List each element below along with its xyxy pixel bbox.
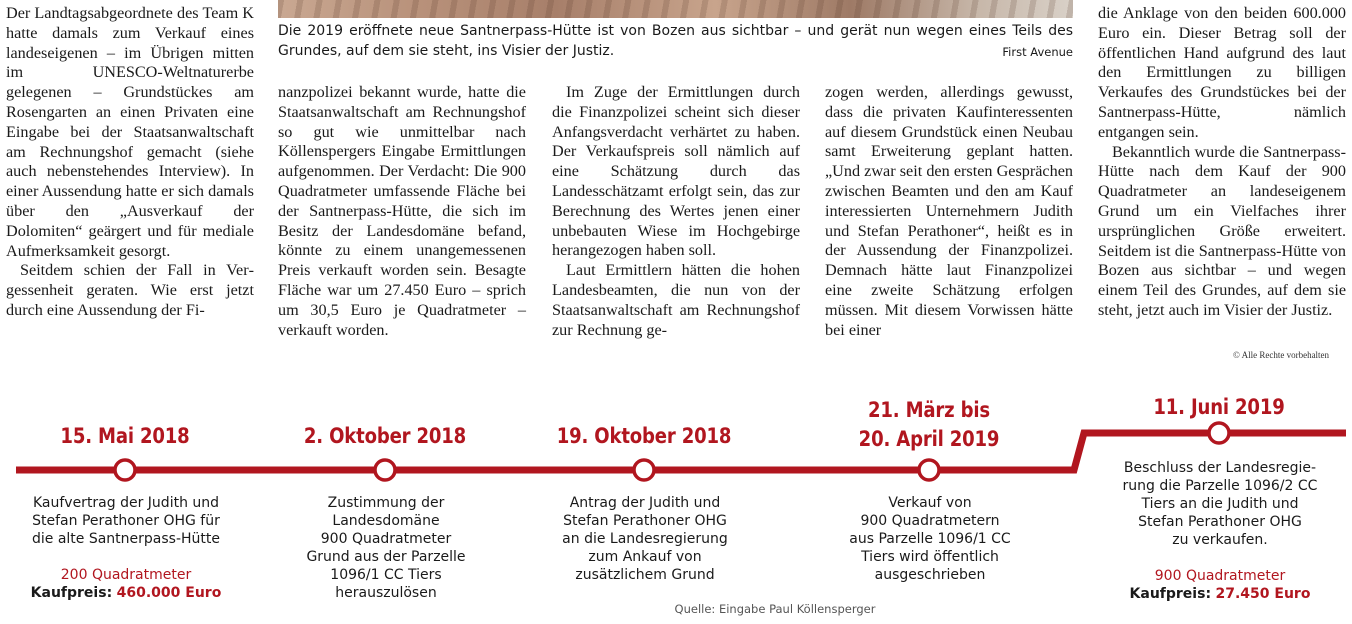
timeline-date: 21. März bis [868, 398, 990, 422]
desc-line: Kaufvertrag der Judith und [32, 495, 220, 511]
timeline-source: Quelle: Eingabe Paul Köllensperger [674, 602, 876, 616]
timeline-description [534, 494, 756, 584]
price-label: Kaufpreis: [30, 585, 113, 601]
paragraph: zogen werden, allerdings gewusst, dass die privaten Kaufinteressenten auf diesem Grundstück einen Neubau samt Erweiterung geplant hatten. „Und zwar seit den ersten Gesprächen zwischen Beamten und den am Kauf interessierten Unternehmern Judith und Stefan Perathoner“, heißt es in der Aussendung der Finanzpolizei. Demnach hätte laut Finanzpolizei eine zweite Schätzung erfolgen müssen. Mit diesem Vorwissen hätte bei einer [825, 83, 1073, 339]
photo-caption: Die 2019 eröffnete neue Santnerpass-Hütte ist von Bozen aus sichtbar – und gerät nun wegen eines Teils des Grundes, auf dem sie steht, ins Visier der Justiz. [278, 23, 1073, 59]
desc-line: Grund aus der Parzelle [306, 549, 466, 565]
desc-line: ausgeschrieben [874, 567, 986, 583]
timeline-date: 20. April 2019 [858, 427, 1000, 451]
desc-line: Stefan Perathoner OHG für [32, 513, 220, 529]
desc-line: Tiers an die Judith und [1141, 496, 1299, 512]
timeline-marker [1209, 423, 1229, 443]
paragraph: Seitdem schien der Fall in Vergessenheit geraten. Wie erst jetzt durch eine Aussendung der Fi- [6, 261, 254, 319]
timeline-marker [919, 460, 939, 480]
desc-line: Stefan Perathoner OHG [1138, 514, 1302, 530]
desc-line: Tiers wird öffentlich [861, 549, 999, 565]
timeline-description [1100, 459, 1340, 603]
desc-line: zusätzlichem Grund [575, 567, 715, 583]
paragraph: Im Zuge der Ermittlungen durch die Finanzpolizei scheint sich dieser Anfangsverdacht verhärtet zu haben. Der Verkaufspreis soll nämlich auf eine Schätzung durch das Landesschätzamt erfolgt sein, das zur Berechnung des Wertes jenen einer unbebauten Wiese im Hochgebirge herangezogen haben soll. [552, 83, 800, 260]
timeline-marker [375, 460, 395, 480]
area-value: 900 Quadratmeter [1154, 568, 1286, 584]
price-value: 27.450 Euro [1215, 586, 1311, 602]
desc-line: Zustimmung der [327, 495, 445, 511]
desc-line: 900 Quadratmetern [860, 513, 1000, 529]
desc-line: an die Landesregierung [562, 531, 728, 547]
price-label: Kaufpreis: [1129, 586, 1212, 602]
desc-line: Stefan Perathoner OHG [563, 513, 727, 529]
timeline-marker [115, 460, 135, 480]
paragraph: Bekanntlich wurde die Santnerpass-Hütte nach dem Kauf der 900 Quadratmeter an landeseigenem Grund um ein Vielfaches ihrer ursprünglichen Größe erweitert. Seitdem ist die Santnerpass-Hütte von Bozen aus sichtbar – und wegen einem Teil des Grundes, auf dem sie steht, jetzt auch im Visier der Justiz. [1098, 142, 1346, 319]
timeline-description [15, 494, 237, 602]
timeline-description [819, 494, 1041, 584]
timeline-marker [634, 460, 654, 480]
area-value: 200 Quadratmeter [60, 567, 192, 583]
desc-line: Verkauf von [888, 495, 972, 511]
paragraph: Der Landtagsabgeordnete des Team K hatte damals zum Verkauf eines landeseigenen – im Übrigen mitten im UNESCO-Weltnaturerbe gelegenen – Grundstückes am Rosengarten an einen Privaten eine Eingabe bei der Staatsanwaltschaft am Rechnungshof gemacht (siehe auch nebenstehendes Interview). In einer Aussendung hatte er sich damals über den „Ausverkauf der Dolomiten“ geärgert und für mediale Aufmerksamkeit gesorgt. [6, 4, 254, 260]
photo-credit: First Avenue [1002, 45, 1073, 59]
paragraph: Laut Ermittlern hätten die hohen Landesbeamten, die nun von der Staatsanwaltschaft am Rechnungshof zur Rechnung ge- [552, 261, 800, 339]
desc-line: 1096/1 CC Tiers [330, 567, 442, 583]
timeline-date: 15. Mai 2018 [60, 424, 190, 448]
desc-line: zu verkaufen. [1172, 532, 1268, 548]
rights-notice: © Alle Rechte vorbehalten [1233, 350, 1330, 360]
desc-line: herauszulösen [335, 585, 437, 601]
desc-line: aus Parzelle 1096/1 CC [849, 531, 1011, 547]
desc-line: Landesdomäne [332, 513, 440, 529]
paragraph: die Anklage von den beiden 600.000 Euro ein. Dieser Betrag soll der öffentlichen Hand aufgrund des laut den Ermittlungen zu billigen Verkaufes des Grundstückes bei der Santnerpass-Hütte, nämlich entgangen sein. [1098, 4, 1346, 141]
desc-line: 900 Quadratmeter [320, 531, 452, 547]
desc-line: Beschluss der Landesregie- [1123, 460, 1317, 476]
desc-line: die alte Santnerpass-Hütte [31, 531, 221, 547]
desc-line: Antrag der Judith und [569, 495, 721, 511]
timeline-date: 11. Juni 2019 [1153, 395, 1285, 419]
timeline-date: 19. Oktober 2018 [556, 424, 732, 448]
price-value: 460.000 Euro [116, 585, 222, 601]
desc-line: rung die Parzelle 1096/2 CC [1122, 478, 1318, 494]
paragraph: nanzpolizei bekannt wurde, hatte die Staatsanwaltschaft am Rechnungshof so gut wie unmittelbar nach Köllenspergers Eingabe Ermittlungen aufgenommen. Der Verdacht: Die 900 Quadratmeter umfassende Fläche bei der Santnerpass-Hütte, die sich im Besitz der Landesdomäne befand, könnte zu einem unangemessenen Preis verkauft worden sein. Besagte Fläche war um 27.450 Euro – sprich um 30,5 Euro je Quadratmeter – verkauft worden. [278, 83, 526, 339]
timeline-date: 2. Oktober 2018 [303, 424, 467, 448]
desc-line: zum Ankauf von [588, 549, 702, 565]
timeline-description [275, 494, 497, 602]
